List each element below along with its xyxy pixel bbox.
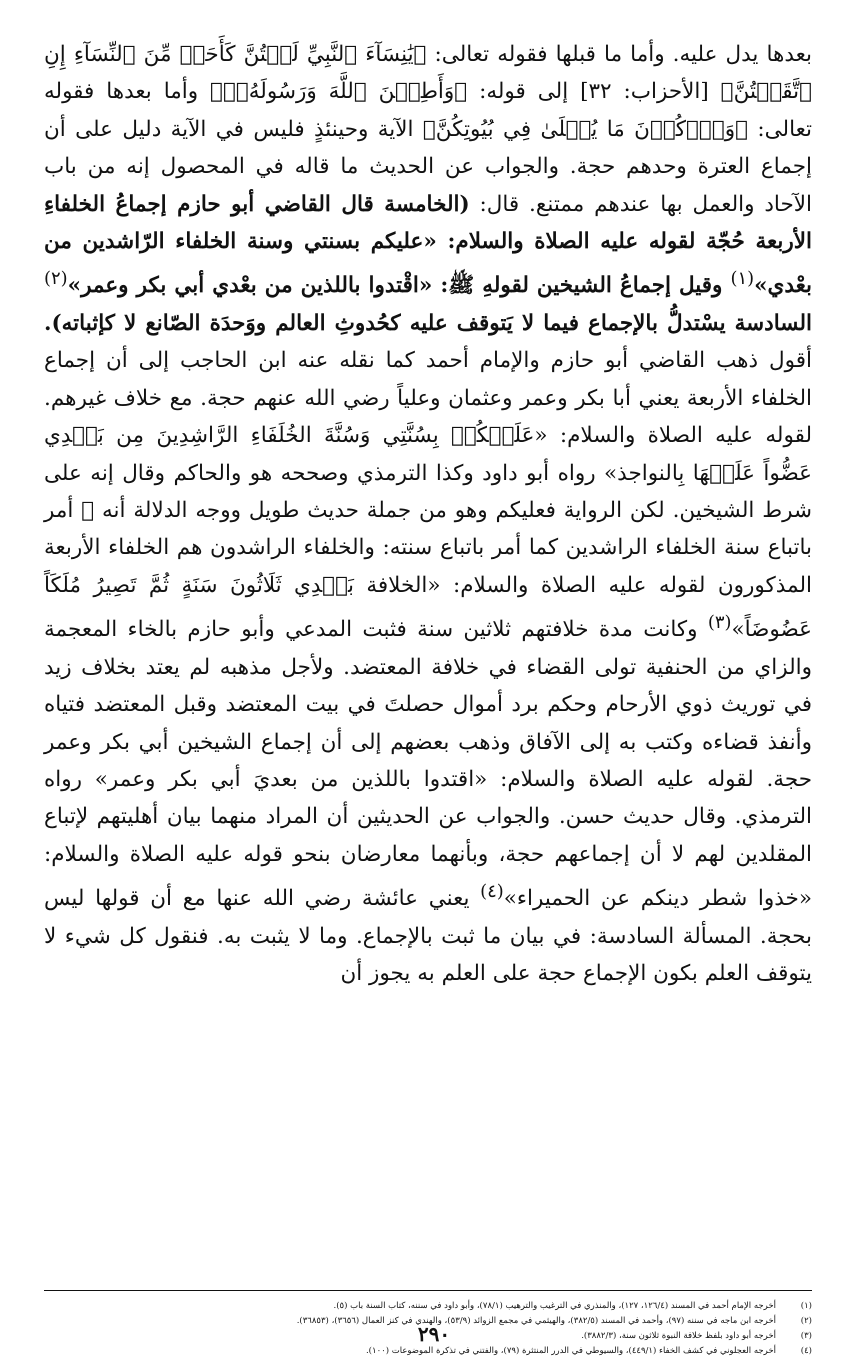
footnote xyxy=(44,1300,812,1312)
footnote xyxy=(44,1345,812,1357)
body-text-1: بعدها يدل عليه. وأما ما قبلها فقوله تعالى: ﴿يَٰنِسَآءَ ٱلنَّبِيِّ لَسۡتُنَّ كَأَحَدٖ مِّنَ ٱلنِّسَآءِ إِنِ ٱتَّقَيۡتُنَّ﴾ [الأحزاب: ٣٢] إلى قوله: ﴿وَأَطِعۡنَ ٱللَّهَ وَرَسُولَهُۥٓ﴾ وأما بعدها فقوله تعالى: ﴿وَٱذۡكُرۡنَ مَا يُتۡلَىٰ فِي بُيُوتِكُنَّ﴾ الآية وحينئذٍ فليس في الآية دليل على أن إجماع العترة وحدهم حجة. والجواب عن الحديث ما قاله في المحصول إنه من باب الآحاد والعمل بها عندهم ممتنع. قال: xyxy=(44,42,813,217)
matn-text-3: السادسة يسْتدلُّ بالإجماع فيما لا يَتوقف عليه كحُدوثِ العالم ووَحدَة الصّانع لا كإثباته). xyxy=(44,311,812,336)
footnote-text: أخرجه العجلوني في كشف الخفاء (٤٤٩/١)، والسيوطي في الدرر المنتثرة (٧٩)، والفتني في تذكرة الموضوعات (١٠٠). xyxy=(365,1346,776,1356)
footnote-text: أخرجه أبو داود بلفظ خلافة النبوة ثلاثون سنة، (٣٨٨٢/٣). xyxy=(581,1331,776,1341)
body-text-3: وكانت مدة خلافتهم ثلاثين سنة فثبت المدعي وأبو حازم بالخاء المعجمة والزاي من الحنفية تولى القضاء في خلافة المعتضد. ولأجل مذهبه لم يعتد بخلاف زيد في توريث ذوي الأرحام وحكم برد أموال حصلتَ في بيت المعتضد وقبل المعتضد فتياه وأنفذ قضاءه وكتب به إلى الآفاق وذهب بعضهم إلى أن إجماع الشيخين أبي بكر وعمر حجة. لقوله عليه الصلاة والسلام: «اقتدوا باللذين من بعديَ أبي بكر وعمر» رواه الترمذي. وقال حديث حسن. والجواب عن الحديثين أن المراد منهما بيان أهليتهم لإتباع المقلدين لهم لا أن إجماعهم حجة، وبأنهما معارضان بنحو قوله عليه الصلاة والسلام: «خذوا شطر دينكم عن الحميراء» xyxy=(44,617,812,912)
body-text-2: أقول ذهب القاضي أبو حازم والإمام أحمد كما نقله عنه ابن الحاجب إلى أن إجماع الخلفاء الأربعة يعني أبا بكر وعمر وعثمان وعلياً رضي الله عنهم حجة. مع خلاف غيرهم. لقوله عليه الصلاة والسلام: «عَلَيۡكُمۡ بِسُنَّتِي وَسُنَّةَ الخُلَفَاءِ الرَّاشِدِينَ مِن بَعۡدِي عَضُّواً عَلَيۡهَا بِالنواجذ» رواه أبو داود وكذا الترمذي وصححه هو والحاكم وقال إنه على شرط الشيخين. لكن الرواية فعليكم وهو من جملة حديث طويل ووجه الدلالة أنه ﷺ أمر باتباع سنة الخلفاء الراشدين كما أمر باتباع سنته: والخلفاء الراشدون هم الخلفاء الأربعة المذكورون لقوله عليه الصلاة والسلام: «الخلافة بَعۡدِي ثَلَاثُونَ سَنَةٍ ثُمَّ تَصِيرُ مُلَكَاً عَضُوضَاً» xyxy=(44,348,812,643)
footnote-number: (٢) xyxy=(800,1316,812,1326)
footnote-text: أخرجه ابن ماجه في سننه (٩٧)، وأحمد في المسند (٣٨٢/٥)، والهيثمي في مجمع الزوائد (٥٣/٩)، والهندي في كنز العمال (٣٦٥٦)، (٣٦٨٥٣). xyxy=(296,1316,776,1326)
footnote-ref-2[interactable]: (٢) xyxy=(44,268,68,290)
footnote-ref-4[interactable]: (٤) xyxy=(480,881,504,903)
main-text xyxy=(44,36,812,993)
footnote-number: (٤) xyxy=(800,1346,812,1356)
page-number: ٢٩٠ xyxy=(417,1322,451,1346)
matn-text-2: وقيل إجماعُ الشيخين لقولهِ ﷺ: «اقْتدوا باللذين من بعْدي أبي بكر وعمر» xyxy=(67,273,731,299)
footnote-separator xyxy=(44,1290,812,1291)
body-paragraph xyxy=(44,36,812,993)
footnote-ref-1[interactable]: (١) xyxy=(730,268,755,290)
footnote-number: (١) xyxy=(800,1301,812,1311)
matn-text-1: (الخامسة قال القاضي أبو حازم إجماعُ الخلفاءِ الأربعة حُجّة لقوله عليه الصلاة والسلام: «عليكم بسنتي وسنة الخلفاء الرّاشدين من بعْدي» xyxy=(44,191,812,299)
footnote-text: أخرجه الإمام أحمد في المسند (١٢٦/٤، ١٢٧)، والمنذري في الترغيب والترهيب (٧٨/١)، وأبو داود في سننه، كتاب السنة باب (٥). xyxy=(333,1301,776,1311)
footnote-ref-3[interactable]: (٣) xyxy=(707,612,732,634)
body-text-4: يعني عائشة رضي الله عنها مع أن قولها ليس بحجة. المسألة السادسة: في بيان ما ثبت بالإجماع. وما لا يثبت به. فنقول كل شيء لا يتوقف العلم بكون الإجماع حجة على العلم به يجوز أن xyxy=(44,886,812,987)
footnote-number: (٣) xyxy=(800,1331,812,1341)
